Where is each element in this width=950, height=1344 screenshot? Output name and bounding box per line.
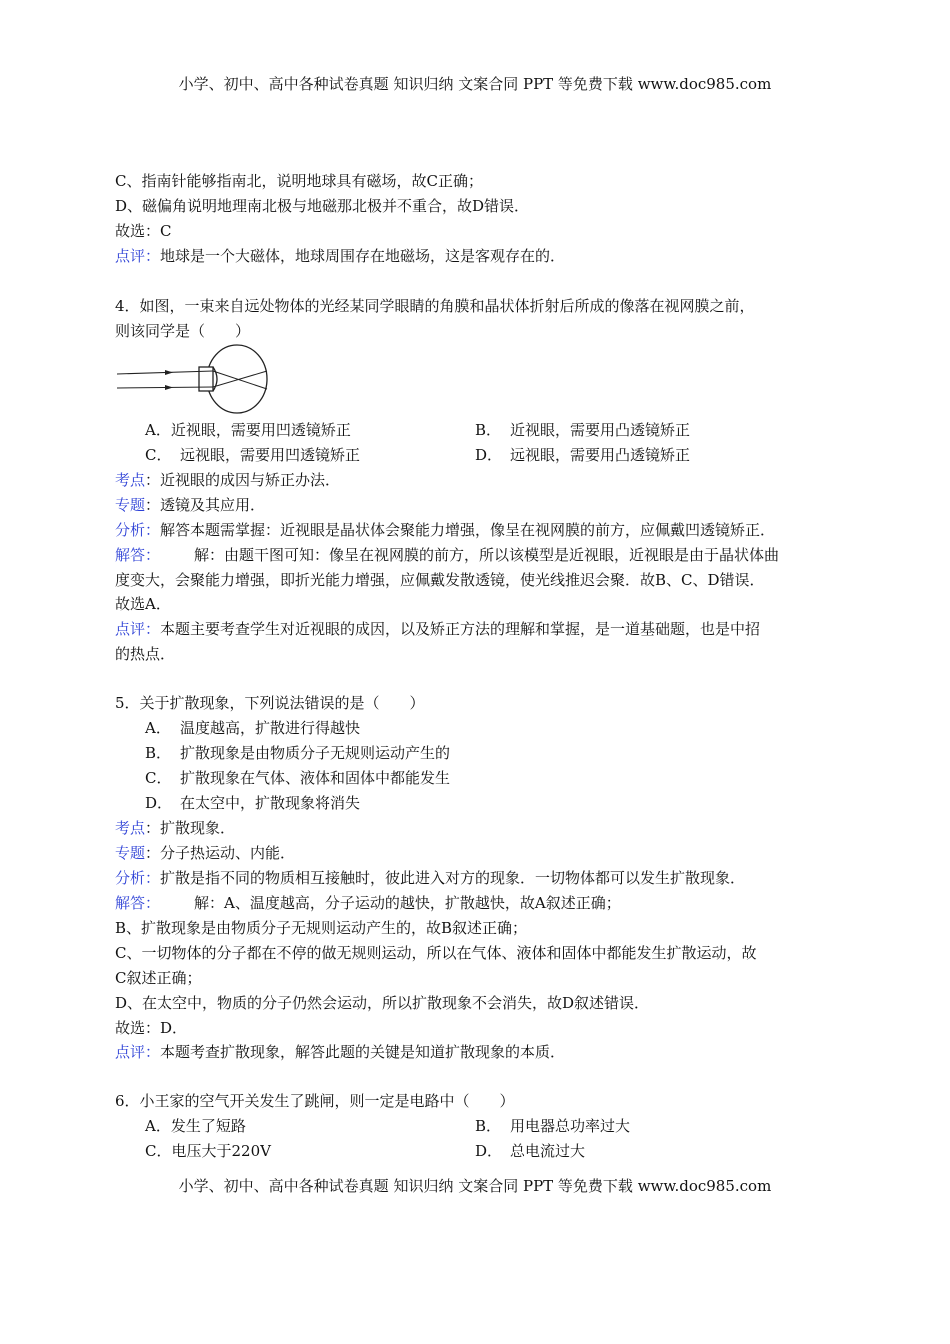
option-text: 总电流过大 <box>510 1142 586 1160</box>
q6-option-c <box>145 1141 271 1161</box>
zhuanti-text: 分子热运动、内能． <box>160 844 296 862</box>
colon: ： <box>145 496 161 514</box>
q5-jieda-line1 <box>115 893 621 913</box>
comment-label: 点评 <box>115 1043 146 1061</box>
q5-answer: 故选：D． <box>115 1019 188 1037</box>
comment-label: 点评 <box>115 247 146 265</box>
q4-option-b <box>475 420 690 440</box>
colon: ： <box>145 869 161 887</box>
colon: ： <box>145 546 161 564</box>
q4-comment-line1 <box>115 619 760 639</box>
kaodian-text: 近视眼的成因与矫正办法． <box>160 471 341 489</box>
q4-zhuanti <box>115 495 265 515</box>
q4-comment-line2: 的热点． <box>115 645 176 663</box>
colon: ： <box>145 844 161 862</box>
option-letter: C． <box>145 1142 172 1160</box>
q4-option-c <box>145 445 360 465</box>
option-text: 温度越高，扩散进行得越快 <box>180 719 361 737</box>
option-letter: B． <box>145 744 172 762</box>
q5-option-d <box>145 793 360 813</box>
q4-stem-line1: 4．如图，一束来自远处物体的光经某同学眼睛的角膜和晶状体折射后所成的像落在视网膜之前， <box>115 297 755 315</box>
q4-jieda-line2: 度变大，会聚能力增强，即折光能力增强，应佩戴发散透镜，使光线推迟会聚．故B、C、D错误． <box>115 571 765 589</box>
q5-stem: 5．关于扩散现象，下列说法错误的是（ ） <box>115 694 425 712</box>
q4-kaodian <box>115 470 340 490</box>
option-letter: D． <box>475 446 503 464</box>
option-text: 发生了短路 <box>170 1117 246 1135</box>
q5-kaodian <box>115 818 235 838</box>
fenxi-label: 分析 <box>115 521 146 539</box>
fenxi-text: 解答本题需掌握：近视眼是晶状体会聚能力增强，像呈在视网膜的前方，应佩戴凹透镜矫正． <box>160 521 776 539</box>
option-text: 用电器总功率过大 <box>510 1117 631 1135</box>
q6-option-b <box>475 1116 630 1136</box>
jieda-label: 解答 <box>115 546 146 564</box>
q4-stem-line2: 则该同学是（ ） <box>115 322 251 340</box>
q6-option-a <box>145 1116 246 1136</box>
colon: ： <box>145 620 161 638</box>
option-text: 近视眼，需要用凸透镜矫正 <box>510 421 691 439</box>
q4-option-d <box>475 445 690 465</box>
colon: ： <box>145 521 161 539</box>
page-header: 小学、初中、高中各种试卷真题 知识归纳 文案合同 PPT 等免费下载 www.doc985.com <box>178 75 772 93</box>
zhuanti-label: 专题 <box>115 844 146 862</box>
q4-option-a <box>145 420 351 440</box>
colon: ： <box>145 247 161 265</box>
option-text: 在太空中，扩散现象将消失 <box>180 794 361 812</box>
q3-explanation-d: D、磁偏角说明地理南北极与地磁那北极并不重合，故D错误． <box>115 197 530 215</box>
option-text: 电压大于220V <box>171 1142 271 1160</box>
q3-answer: 故选：C <box>115 222 172 240</box>
eye-diagram <box>115 343 275 415</box>
q6-option-d <box>475 1141 585 1161</box>
comment-text: 地球是一个大磁体，地球周围存在地磁场，这是客观存在的． <box>160 247 566 265</box>
q5-fenxi <box>115 868 745 888</box>
page-footer: 小学、初中、高中各种试卷真题 知识归纳 文案合同 PPT 等免费下载 www.doc985.com <box>178 1177 772 1195</box>
option-text: 近视眼，需要用凹透镜矫正 <box>170 421 351 439</box>
jieda-text: 解：由题干图可知：像呈在视网膜的前方，所以该模型是近视眼，近视眼是由于晶状体曲 <box>194 546 780 564</box>
option-text: 扩散现象是由物质分子无规则运动产生的 <box>180 744 451 762</box>
option-letter: A． <box>145 421 171 439</box>
q4-fenxi <box>115 520 775 540</box>
q5-jieda-line4: C叙述正确； <box>115 969 202 987</box>
colon: ： <box>145 471 161 489</box>
option-letter: A． <box>145 719 171 737</box>
q5-jieda-line3: C、一切物体的分子都在不停的做无规则运动，所以在气体、液体和固体中都能发生扩散运动，故 <box>115 944 757 962</box>
option-letter: B． <box>475 1117 502 1135</box>
jieda-text: 解：A、温度越高，分子运动的越快，扩散越快，故A叙述正确； <box>194 894 621 912</box>
q5-comment <box>115 1042 565 1062</box>
q3-comment <box>115 246 565 266</box>
option-letter: C． <box>145 769 172 787</box>
comment-text: 本题主要考查学生对近视眼的成因，以及矫正方法的理解和掌握，是一道基础题，也是中招 <box>160 620 761 638</box>
option-letter: D． <box>475 1142 503 1160</box>
option-text: 扩散现象在气体、液体和固体中都能发生 <box>180 769 451 787</box>
q4-jieda-line1 <box>115 545 779 565</box>
kaodian-label: 考点 <box>115 471 146 489</box>
colon: ： <box>145 1043 161 1061</box>
q5-option-c <box>145 768 450 788</box>
zhuanti-label: 专题 <box>115 496 146 514</box>
kaodian-label: 考点 <box>115 819 146 837</box>
q4-answer: 故选A． <box>115 595 171 613</box>
comment-text: 本题考查扩散现象，解答此题的关键是知道扩散现象的本质． <box>160 1043 566 1061</box>
zhuanti-text: 透镜及其应用． <box>160 496 266 514</box>
option-text: 远视眼，需要用凸透镜矫正 <box>510 446 691 464</box>
jieda-label: 解答 <box>115 894 146 912</box>
q5-option-b <box>145 743 450 763</box>
q3-explanation-c: C、指南针能够指南北，说明地球具有磁场，故C正确； <box>115 172 483 190</box>
fenxi-text: 扩散是指不同的物质相互接触时，彼此进入对方的现象．一切物体都可以发生扩散现象． <box>160 869 746 887</box>
colon: ： <box>145 819 161 837</box>
kaodian-text: 扩散现象． <box>160 819 236 837</box>
fenxi-label: 分析 <box>115 869 146 887</box>
comment-label: 点评 <box>115 620 146 638</box>
q6-stem: 6．小王家的空气开关发生了跳闸，则一定是电路中（ ） <box>115 1092 515 1110</box>
colon: ： <box>145 894 161 912</box>
q5-jieda-line5: D、在太空中，物质的分子仍然会运动，所以扩散现象不会消失，故D叙述错误． <box>115 994 650 1012</box>
option-letter: B． <box>475 421 502 439</box>
option-text: 远视眼，需要用凹透镜矫正 <box>180 446 361 464</box>
option-letter: C． <box>145 446 172 464</box>
q5-option-a <box>145 718 360 738</box>
q5-zhuanti <box>115 843 295 863</box>
option-letter: D． <box>145 794 173 812</box>
option-letter: A． <box>145 1117 171 1135</box>
q5-jieda-line2: B、扩散现象是由物质分子无规则运动产生的，故B叙述正确； <box>115 919 528 937</box>
